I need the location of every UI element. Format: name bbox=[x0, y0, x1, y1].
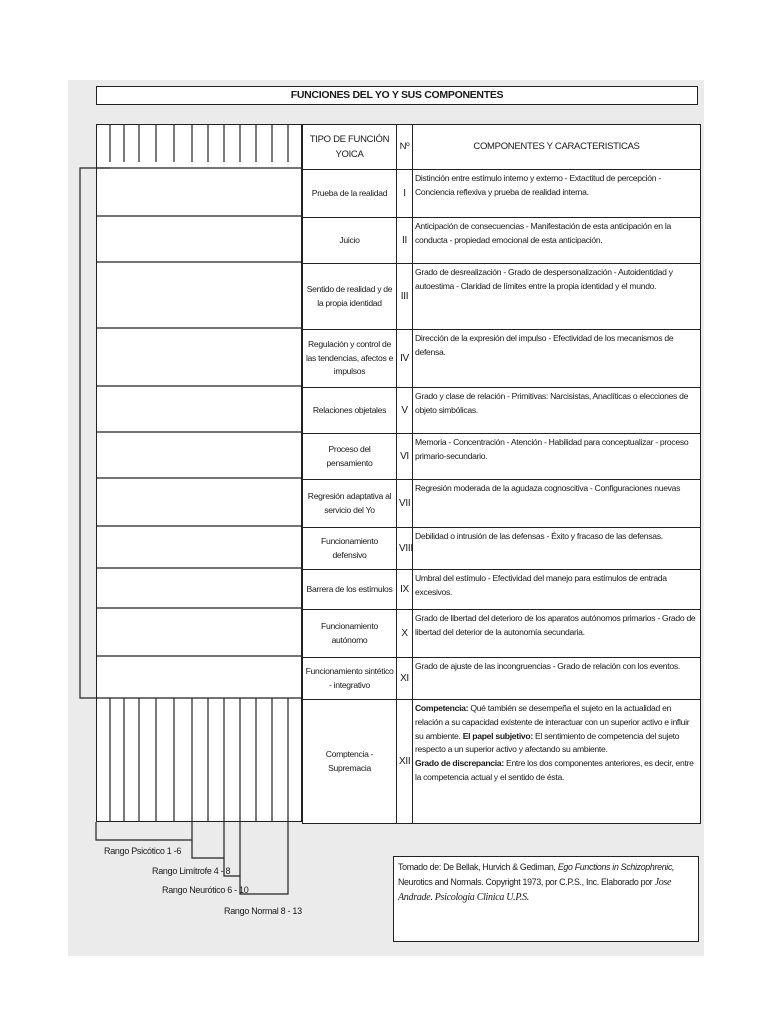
row-num: I bbox=[397, 170, 413, 218]
row-tipo: Funcionamiento defensivo bbox=[303, 528, 397, 570]
row-num: VIII bbox=[397, 528, 413, 570]
papel-subjetivo-key: El papel subjetivo: bbox=[460, 730, 533, 741]
row-comp: Distinción entre estímulo interno y externo - Extactitud de percepción - Conciencia reflexiva y prueba de realidad interna. bbox=[413, 170, 701, 218]
row-num: X bbox=[397, 610, 413, 658]
row-num: VII bbox=[397, 480, 413, 528]
row-num: XI bbox=[397, 658, 413, 700]
row-tipo: Regresión adaptativa al servicio del Yo bbox=[303, 480, 397, 528]
row-tipo: Barrera de los estímulos bbox=[303, 570, 397, 610]
row-tipo: Juicio bbox=[303, 218, 397, 264]
row-comp: Grado de ajuste de las incongruencias - Grado de relación con los eventos. bbox=[413, 658, 701, 700]
row-num: V bbox=[397, 388, 413, 434]
row-comp: Regresión moderada de la agudaza cognoscitiva - Configuraciones nuevas bbox=[413, 480, 701, 528]
row-comp: Grado de desrealización - Grado de despersonalización - Autoidentidad y autoestima - Claridad de límites entre la propia identidad y el mundo. bbox=[413, 264, 701, 330]
competencia-text: Qué también se desempeña el sujeto en la actualidad en relación a su capacidad existente de interactuar con un superior activo e influir su ambiente. bbox=[415, 703, 690, 741]
row-comp: Anticipación de consecuencias - Manifestación de esta anticipación en la conducta - propiedad emocional de esta anticipación. bbox=[413, 218, 701, 264]
row-num: III bbox=[397, 264, 413, 330]
row-num: XII bbox=[397, 700, 413, 824]
source-author: Jose Andrade. Psicologia Clinica U.P.S. bbox=[398, 876, 672, 904]
source-prefix: Tomado de: De Bellak, Hurvich & Gediman, bbox=[398, 862, 558, 872]
row-tipo: Regulación y control de las tendencias, afectos e impulsos bbox=[303, 330, 397, 388]
range-limitrofe-label: Rango Limítrofe 4 - 8 bbox=[152, 866, 231, 876]
row-comp: Memoria - Concentración - Atención - Habilidad para conceptualizar - proceso primario-secundario. bbox=[413, 434, 701, 480]
row-num: IX bbox=[397, 570, 413, 610]
discrepancia-text: Entre los dos componentes anteriores, es decir, entre la competencia actual y el sentido de ésta. bbox=[415, 758, 694, 782]
document-title: FUNCIONES DEL YO Y SUS COMPONENTES bbox=[96, 86, 698, 105]
row-tipo: Proceso del pensamiento bbox=[303, 434, 397, 480]
range-normal-label: Rango Normal 8 - 13 bbox=[224, 906, 302, 916]
row-tipo: Comptencia - Supremacia bbox=[303, 700, 397, 824]
row-num: II bbox=[397, 218, 413, 264]
header-comp: COMPONENTES Y CARACTERISTICAS bbox=[413, 125, 701, 170]
row-tipo: Relaciones objetales bbox=[303, 388, 397, 434]
header-tipo: TIPO DE FUNCIÓN YOICA bbox=[303, 125, 397, 170]
header-num: Nº bbox=[397, 125, 413, 170]
source-middle: Neurotics and Normals. Copyright 1973, por C.P.S., Inc. Elaborado por bbox=[398, 876, 655, 887]
row-tipo: Prueba de la realidad bbox=[303, 170, 397, 218]
row-comp: Grado de libertad del deterioro de los aparatos autónomos primarios - Grado de libertad del deterior de la autonomía secundaria. bbox=[413, 610, 701, 658]
row-comp: Umbral del estímulo - Efectividad del manejo para estímulos de entrada excesivos. bbox=[413, 570, 701, 610]
row-num: VI bbox=[397, 434, 413, 480]
discrepancia-key: Grado de discrepancia: bbox=[415, 758, 504, 768]
competencia-key: Competencia: bbox=[415, 703, 469, 713]
row-comp: Dirección de la expresión del impulso - Efectividad de los mecanismos de defensa. bbox=[413, 330, 701, 388]
source-citation bbox=[393, 856, 699, 942]
row-tipo: Funcionamiento sintético - integrativo bbox=[303, 658, 397, 700]
range-psicotico-label: Rango Psicótico 1 -6 bbox=[104, 846, 182, 856]
row-comp: Debilidad o intrusión de las defensas - Éxito y fracaso de las defensas. bbox=[413, 528, 701, 570]
source-book-title: Ego Functions in Schizophrenic, bbox=[557, 862, 675, 872]
row-num: IV bbox=[397, 330, 413, 388]
row-tipo: Funcionamiento autónomo bbox=[303, 610, 397, 658]
range-neurotico-label: Rango Neurótico 6 - 10 bbox=[162, 885, 249, 895]
row-tipo: Sentido de realidad y de la propia identidad bbox=[303, 264, 397, 330]
row-comp: Grado y clase de relación - Primitivas: Narcisistas, Anaclíticas o elecciones de objeto simbólicas. bbox=[413, 388, 701, 434]
papel-subjetivo-text: El sentimiento de competencia del sujeto respecto a un superior activo y afectando su ambiente. bbox=[415, 730, 680, 755]
